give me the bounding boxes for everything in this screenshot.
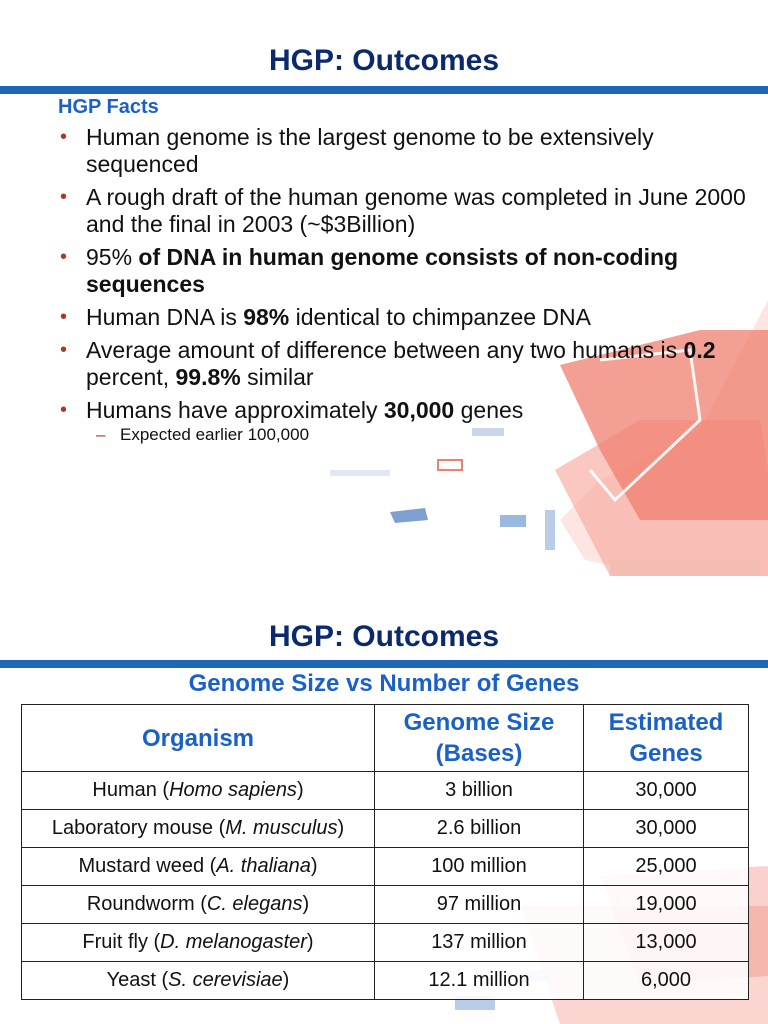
organism-cell	[22, 848, 375, 886]
organism-name: Mustard weed (	[78, 855, 217, 877]
fact-highlight: 99.8%	[175, 364, 241, 390]
organism-name: Human (	[92, 779, 170, 801]
fact-text: Human DNA is	[86, 304, 244, 330]
organism-name: Fruit fly (	[82, 931, 161, 953]
species-name: Homo sapiens	[169, 779, 297, 801]
organism-cell	[22, 772, 375, 810]
header-genome-size	[375, 705, 584, 772]
fact-text: Humans have approximately	[86, 397, 384, 423]
organism-name: Yeast (	[106, 969, 169, 991]
table-row	[22, 772, 749, 810]
organism-cell	[22, 810, 375, 848]
species-name: A. thaliana	[216, 855, 311, 877]
gene-count-cell: 13,000	[584, 924, 749, 962]
title-divider	[0, 86, 768, 94]
fact-item	[56, 337, 746, 391]
fact-highlight: 0.2	[683, 337, 716, 363]
fact-item	[56, 124, 746, 178]
organism-name: )	[306, 931, 314, 953]
header-genes-line1: Estimated	[608, 709, 724, 736]
organism-cell	[22, 886, 375, 924]
organism-name: )	[337, 817, 345, 839]
genome-size-cell: 2.6 billion	[375, 810, 584, 848]
organism-name: )	[310, 855, 318, 877]
fact-highlight: 98%	[243, 304, 290, 330]
genome-size-cell: 3 billion	[375, 772, 584, 810]
title-divider-2	[0, 660, 768, 668]
fact-text: Human genome is the largest genome to be extensively sequenced	[86, 124, 654, 177]
subheading: HGP Facts	[58, 96, 159, 118]
genome-table	[21, 704, 749, 1000]
fact-text: Average amount of difference between any two humans is	[86, 337, 684, 363]
genome-size-cell: 12.1 million	[375, 962, 584, 1000]
gene-count-cell: 25,000	[584, 848, 749, 886]
species-name: C. elegans	[206, 893, 303, 915]
fact-item	[56, 304, 746, 331]
genome-size-cell: 97 million	[375, 886, 584, 924]
species-name: M. musculus	[225, 817, 338, 839]
table-row	[22, 962, 749, 1000]
table-row	[22, 848, 749, 886]
species-name: D. melanogaster	[160, 931, 307, 953]
organism-cell	[22, 924, 375, 962]
table-row	[22, 924, 749, 962]
header-organism-label: Organism	[141, 724, 255, 752]
gene-count-cell: 6,000	[584, 962, 749, 1000]
header-organism	[22, 705, 375, 772]
table-row	[22, 886, 749, 924]
fact-text: percent,	[86, 364, 176, 390]
genome-size-cell: 100 million	[375, 848, 584, 886]
fact-highlight: 30,000	[383, 397, 455, 423]
genome-size-cell: 137 million	[375, 924, 584, 962]
header-estimated-genes	[584, 705, 749, 772]
slide-genome-table	[0, 576, 768, 1024]
organism-name: )	[296, 779, 304, 801]
gene-count-cell: 19,000	[584, 886, 749, 924]
organism-name: )	[302, 893, 310, 915]
slide-title-2: HGP: Outcomes	[268, 620, 500, 653]
organism-name: )	[282, 969, 290, 991]
gene-count-cell: 30,000	[584, 772, 749, 810]
facts-list	[56, 124, 746, 452]
fact-item	[56, 184, 746, 238]
header-genes-line2: Genes	[629, 740, 703, 767]
table-row	[22, 810, 749, 848]
species-name: S. cerevisiae	[168, 969, 283, 991]
table-header-row	[22, 705, 749, 772]
fact-text: 95%	[86, 244, 133, 270]
fact-text: A rough draft of the human genome was completed in June 2000 and the final in 2003 (~$3Billion)	[86, 184, 746, 237]
fact-text: genes	[454, 397, 524, 423]
gene-count-cell: 30,000	[584, 810, 749, 848]
fact-highlight: of DNA in human genome consists of non-coding sequences	[86, 244, 679, 297]
fact-item	[56, 244, 746, 298]
fact-text: similar	[240, 364, 314, 390]
fact-item	[56, 397, 746, 446]
organism-name: Laboratory mouse (	[51, 817, 226, 839]
header-size-line1: Genome Size	[403, 709, 555, 736]
table-title: Genome Size vs Number of Genes	[188, 670, 580, 697]
header-size-line2: (Bases)	[435, 740, 523, 767]
organism-name: Roundworm (	[86, 893, 207, 915]
fact-text: identical to chimpanzee DNA	[289, 304, 591, 330]
fact-subitem: – Expected earlier 100,000	[86, 424, 746, 446]
organism-cell	[22, 962, 375, 1000]
slide-title: HGP: Outcomes	[268, 44, 500, 77]
